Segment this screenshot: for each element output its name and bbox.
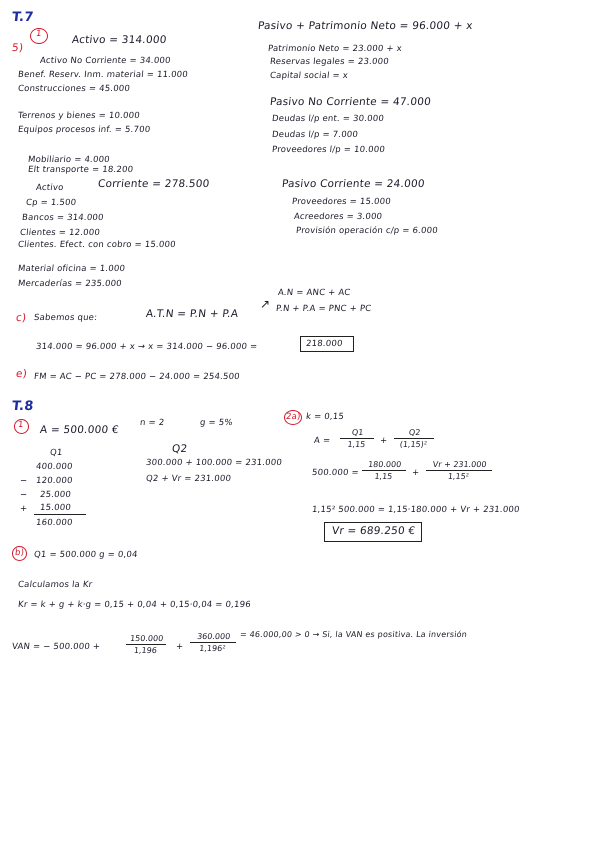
anc-title: Activo No Corriente = 34.000 xyxy=(39,56,172,66)
q2-vr: Q2 + Vr = 231.000 xyxy=(145,474,232,484)
part-c-equation-2: A.N = ANC + AC xyxy=(277,288,351,298)
q1-col-title: Q1 xyxy=(49,448,64,458)
q1-sign-3: + xyxy=(19,504,28,514)
part-c-calc: 314.000 = 96.000 + x → x = 314.000 − 96.000 = xyxy=(35,342,258,352)
kr-formula: Kr = k + g + k·g = 0,15 + 0,04 + 0,15·0,04 = 0,196 xyxy=(17,600,252,610)
pnc-item-0: Deudas l/p ent. = 30.000 xyxy=(271,114,385,124)
anc-item-1: Construcciones = 45.000 xyxy=(17,84,131,94)
van-fraction-1: $\frac{150.000}{1,196}$ xyxy=(125,634,167,655)
eq-line-2: 1,15² 500.000 = 1,15·180.000 + Vr + 231.000 xyxy=(311,505,521,515)
q2-calc: 300.000 + 100.000 = 231.000 xyxy=(145,458,283,468)
section-header-t7: T.7 xyxy=(11,10,35,25)
fraction-180000: $\frac{180.000}{1,15}$ xyxy=(361,460,407,481)
part-e-text: FM = AC − PC = 278.000 − 24.000 = 254.500 xyxy=(33,372,241,382)
ac-item-3: Clientes. Efect. con cobro = 15.000 xyxy=(17,240,177,250)
van-plus: + xyxy=(175,642,184,652)
activo-total: Activo = 314.000 xyxy=(71,34,168,46)
q1-value-3: 15.000 xyxy=(39,503,72,513)
pc-item-1: Acreedores = 3.000 xyxy=(293,212,383,222)
ac-item-4: Material oficina = 1.000 xyxy=(17,264,126,274)
q1-sign-1: − xyxy=(19,476,28,486)
part-c-result: 218.000 xyxy=(305,339,344,349)
van-fraction-2: $\frac{360.000}{\text{1,196²}}$ xyxy=(189,632,237,653)
sum-line xyxy=(34,514,86,515)
q1-value-4: 160.000 xyxy=(35,518,74,528)
pnc-title: Pasivo No Corriente = 47.000 xyxy=(269,96,432,108)
q1-sign-2: − xyxy=(19,490,28,500)
q1-value-1: 120.000 xyxy=(35,476,74,486)
part-c-equation-3: P.N + P.A = PNC + PC xyxy=(275,304,372,314)
ac-item-1: Bancos = 314.000 xyxy=(21,213,105,223)
anc-item-0: Benef. Reserv. Inm. material = 11.000 xyxy=(17,70,189,80)
plus-sign-2: + xyxy=(411,468,420,478)
question-number-1: 1 xyxy=(35,29,43,39)
other-item-1: Equipos procesos inf. = 5.700 xyxy=(17,125,151,135)
mob-item-0: Mobiliario = 4.000 xyxy=(27,155,111,165)
ac-item-5: Mercaderías = 235.000 xyxy=(17,279,123,289)
pnc-item-1: Deudas l/p = 7.000 xyxy=(271,130,359,140)
section-header-t8: T.8 xyxy=(11,399,35,414)
q2-col-title: Q2 xyxy=(171,443,188,455)
pn-title: Pasivo + Patrimonio Neto = 96.000 + x xyxy=(257,20,474,32)
pn-item-2: Capital social = x xyxy=(269,71,349,81)
van-prefix: VAN = − 500.000 + xyxy=(11,642,101,652)
part-e-label: e) xyxy=(15,368,28,380)
pn-item-1: Reservas legales = 23.000 xyxy=(269,57,390,67)
mob-item-1: Elt transporte = 18.200 xyxy=(27,165,134,175)
q1-value-0: 400.000 xyxy=(35,462,74,472)
q2a-label: 2a) xyxy=(285,412,302,422)
part-c-label: c) xyxy=(15,312,27,324)
q1-value-2: 25.000 xyxy=(39,490,72,500)
fraction-vr: $\frac{Vr + 231.000}{\text{1,15²}}$ xyxy=(425,460,493,481)
pc-title: Pasivo Corriente = 24.000 xyxy=(281,178,426,190)
question-number-t8-1: 1 xyxy=(17,420,25,430)
n-value: n = 2 xyxy=(139,418,165,428)
pc-item-0: Proveedores = 15.000 xyxy=(291,197,392,207)
part-c-equation: A.T.N = P.N + P.A xyxy=(145,308,239,320)
calc-kr: Calculamos la Kr xyxy=(17,580,93,590)
b-label: b) xyxy=(14,548,25,558)
a-value: A = 500.000 € xyxy=(39,424,120,436)
a-symbol: A = xyxy=(313,436,331,446)
ac-item-2: Clientes = 12.000 xyxy=(19,228,101,238)
pnc-item-2: Proveedores l/p = 10.000 xyxy=(271,145,386,155)
b-text: Q1 = 500.000 g = 0,04 xyxy=(33,550,139,560)
pc-item-2: Provisión operación c/p = 6.000 xyxy=(295,226,439,236)
fraction-q2: $\frac{Q2}{\text{(1,15)²}}$ xyxy=(393,428,435,449)
van-suffix: = 46.000,00 > 0 → Si, la VAN es positiva. La inversión xyxy=(239,630,468,639)
pn-item-0: Patrimonio Neto = 23.000 + x xyxy=(267,44,403,54)
question-label-5: 5) xyxy=(11,42,24,54)
other-item-0: Terrenos y bienes = 10.000 xyxy=(17,111,141,121)
ac-title-2: Corriente = 278.500 xyxy=(97,178,211,190)
fraction-q1: $\frac{Q1}{1,15}$ xyxy=(339,428,375,449)
k-label: k = 0,15 xyxy=(305,412,345,422)
arrow-icon: ↗ xyxy=(260,297,271,311)
part-c-text: Sabemos que: xyxy=(33,313,98,323)
plus-sign: + xyxy=(379,436,388,446)
g-value: g = 5% xyxy=(199,418,234,428)
ac-title: Activo xyxy=(35,183,64,193)
eq-line-start: 500.000 = xyxy=(311,468,360,478)
vr-result: Vr = 689.250 € xyxy=(331,525,416,537)
ac-item-0: Cp = 1.500 xyxy=(25,198,77,208)
